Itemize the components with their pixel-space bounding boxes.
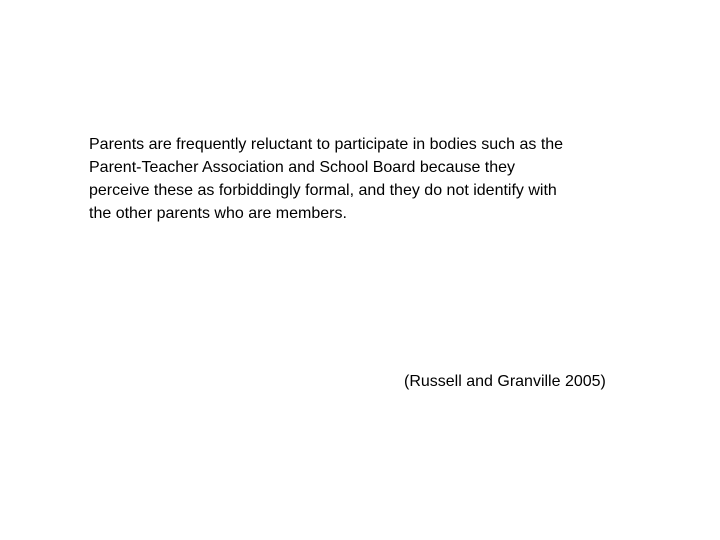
quote-text: Parents are frequently reluctant to participate in bodies such as the Parent-Teacher Association and School Board because they perceive these as forbiddingly formal, and they do not identify with the other parents who are members. (89, 136, 564, 222)
citation-text: (Russell and Granville 2005) (404, 373, 606, 390)
